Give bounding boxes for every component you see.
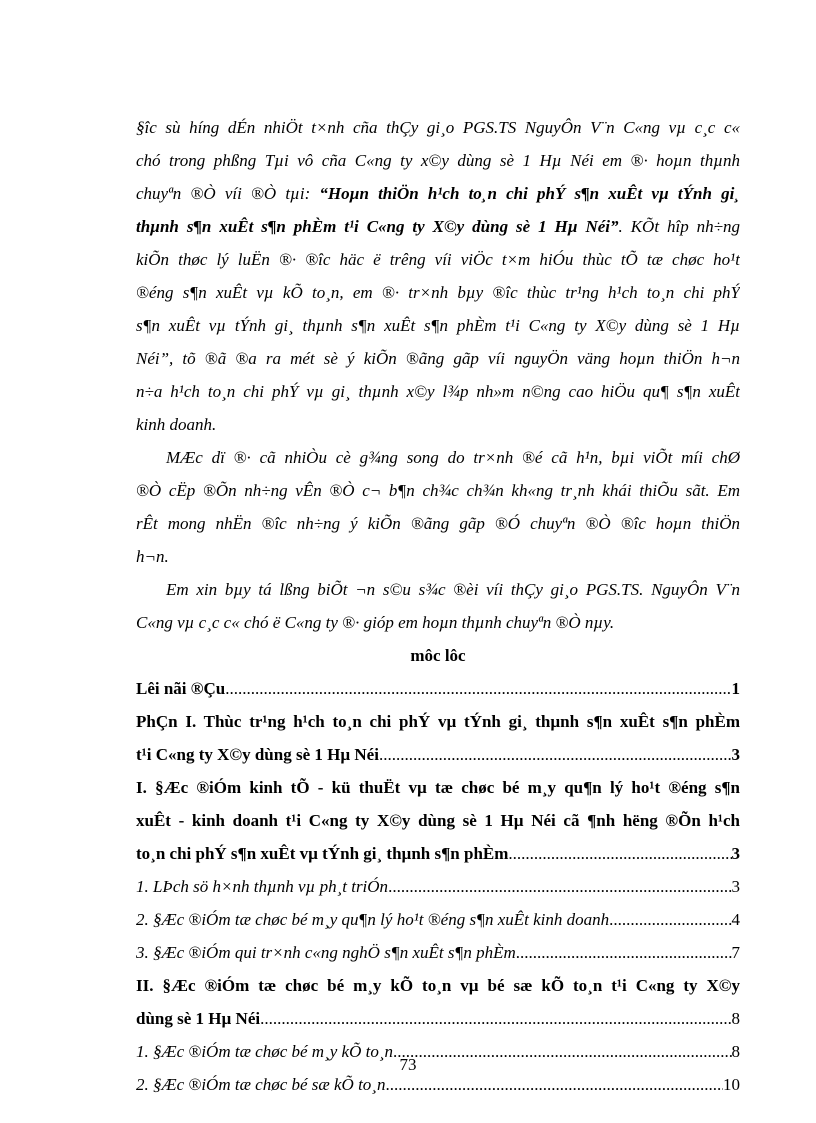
toc-entry-sub1-1[interactable] bbox=[136, 870, 740, 903]
toc-entry-page: 1 bbox=[731, 679, 740, 698]
body-text: . KÕt hîp nh÷ng bbox=[618, 217, 740, 236]
toc-entry-sub1-3[interactable] bbox=[136, 936, 740, 969]
topic-title: thµnh s¶n xuÊt s¶n phÈm t¹i C«ng ty X©y dùng sè 1 Hµ Néi” bbox=[136, 217, 619, 236]
toc-title: môc lôc bbox=[410, 646, 466, 665]
body-line: s¶n xuÊt vµ tÝnh gi¸ thµnh s¶n xuÊt s¶n phÈm t¹i C«ng ty X©y dùng sè 1 Hµ bbox=[136, 316, 740, 335]
body-line: Em xin bµy tá lßng biÕt ¬n s©u s¾c ®èi víi thÇy gi¸o PGS.TS. NguyÔn V¨n bbox=[166, 580, 740, 599]
toc-entry-label: t¹i C«ng ty X©y dùng sè 1 Hµ Néi bbox=[136, 745, 379, 764]
body-line: h¬n. bbox=[136, 547, 169, 566]
toc-leader-dots bbox=[508, 837, 731, 870]
toc-entry-page: 3 bbox=[731, 844, 740, 863]
toc-entry-phan1-line[interactable]: PhÇn I. Thùc tr¹ng h¹ch to¸n chi phÝ vµ tÝnh gi¸ thµnh s¶n xuÊt s¶n phÈm bbox=[136, 712, 740, 731]
toc-entry-label: 2. §Æc ®iÓm tæ chøc bé m¸y qu¶n lý ho¹t ®éng s¶n xuÊt kinh doanh bbox=[136, 910, 610, 929]
body-line: kinh doanh. bbox=[136, 415, 217, 434]
toc-entry-sec2[interactable] bbox=[136, 1002, 740, 1035]
toc-leader-dots bbox=[516, 936, 732, 969]
toc-entry-label: dùng sè 1 Hµ Néi bbox=[136, 1009, 261, 1028]
body-line: MÆc dï ®· cã nhiÒu cè g¾ng song do tr×nh ®é cã h¹n, bµi viÕt míi chØ bbox=[166, 448, 740, 467]
body-line: kiÕn thøc lý luËn ®· ®îc häc ë trêng víi viÖc t×m hiÓu thùc tÕ tæ chøc ho¹t bbox=[136, 250, 740, 269]
toc-entry-label: Lêi nãi ®Çu bbox=[136, 679, 226, 698]
toc-entry-label: 1. LÞch sö h×nh thµnh vµ ph¸t triÓn bbox=[136, 877, 389, 896]
body-line: ®Ò cËp ®Õn nh÷ng vÊn ®Ò c¬ b¶n ch¾c ch¾n kh«ng tr¸nh khái thiÕu sãt. Em bbox=[136, 481, 740, 500]
toc-entry-page: 8 bbox=[731, 1042, 740, 1061]
toc-leader-dots bbox=[388, 870, 731, 903]
toc-entry-label: 1. §Æc ®iÓm tæ chøc bé m¸y kÕ to¸n bbox=[136, 1042, 393, 1061]
page-number: 73 bbox=[399, 1055, 417, 1074]
toc-leader-dots bbox=[609, 903, 731, 936]
toc-entry-page: 3 bbox=[731, 877, 740, 896]
toc-entry-page: 8 bbox=[731, 1009, 740, 1028]
body-line bbox=[136, 177, 740, 210]
body-text: chuyªn ®Ò víi ®Ò tµi: bbox=[136, 184, 320, 203]
body-line: §îc sù híng dÉn nhiÖt t×nh cña thÇy gi¸o PGS.TS NguyÔn V¨n C«ng vµ c¸c c« bbox=[136, 118, 740, 137]
document-body bbox=[136, 111, 740, 1101]
toc-entry-loi-noi-dau[interactable] bbox=[136, 672, 740, 705]
body-line: Néi”, tõ ®ã ®a ra mét sè ý kiÕn ®ãng gãp víi nguyÖn väng hoµn thiÖn h¬n bbox=[136, 349, 740, 368]
toc-entry-page: 7 bbox=[731, 943, 740, 962]
toc-entry-label: 2. §Æc ®iÓm tæ chøc bé sæ kÕ to¸n bbox=[136, 1075, 386, 1094]
toc-entry-sec2-line[interactable]: II. §Æc ®iÓm tæ chøc bé m¸y kÕ to¸n vµ bé sæ kÕ to¸n t¹i C«ng ty X©y bbox=[136, 976, 740, 995]
body-line: chó trong phßng Tµi vô cña C«ng ty x©y dùng sè 1 Hµ Néi em ®· hoµn thµnh bbox=[136, 151, 740, 170]
body-line: rÊt mong nhËn ®îc nh÷ng ý kiÕn ®ãng gãp ®Ó chuyªn ®Ò ®îc hoµn thiÖn bbox=[136, 514, 740, 533]
toc-entry-page: 10 bbox=[723, 1075, 740, 1094]
toc-entry-phan1[interactable] bbox=[136, 738, 740, 771]
body-line bbox=[136, 210, 740, 243]
toc-entry-page: 4 bbox=[731, 910, 740, 929]
topic-title: “Hoµn thiÖn h¹ch to¸n chi phÝ s¶n xuÊt vµ tÝnh gi¸ bbox=[319, 184, 740, 203]
toc-entry-sec1[interactable] bbox=[136, 837, 740, 870]
toc-entry-page: 3 bbox=[731, 745, 740, 764]
toc-leader-dots bbox=[260, 1002, 731, 1035]
toc-entry-sec1-line[interactable]: I. §Æc ®iÓm kinh tÕ - kü thuËt vµ tæ chøc bé m¸y qu¶n lý ho¹t ®éng s¶n bbox=[136, 778, 740, 797]
toc-entry-label: to¸n chi phÝ s¶n xuÊt vµ tÝnh gi¸ thµnh s¶n phÈm bbox=[136, 844, 509, 863]
toc-entry-sec1-line[interactable]: xuÊt - kinh doanh t¹i C«ng ty X©y dùng sè 1 Hµ Néi cã ¶nh hëng ®Õn h¹ch bbox=[136, 811, 740, 830]
body-line: C«ng vµ c¸c c« chó ë C«ng ty ®· gióp em hoµn thµnh chuyªn ®Ò nµy. bbox=[136, 613, 615, 632]
body-line: ®éng s¶n xuÊt vµ kÕ to¸n, em ®· tr×nh bµy ®îc thùc tr¹ng h¹ch to¸n chi phÝ bbox=[136, 283, 740, 302]
toc-leader-dots bbox=[225, 672, 731, 705]
toc-entry-sub1-2[interactable] bbox=[136, 903, 740, 936]
toc-leader-dots bbox=[379, 738, 732, 771]
toc-entry-label: 3. §Æc ®iÓm qui tr×nh c«ng nghÖ s¶n xuÊt s¶n phÈm bbox=[136, 943, 516, 962]
body-line: n÷a h¹ch to¸n chi phÝ vµ gi¸ thµnh x©y l¾p nh»m n©ng cao hiÖu qu¶ s¶n xuÊt bbox=[136, 382, 740, 401]
